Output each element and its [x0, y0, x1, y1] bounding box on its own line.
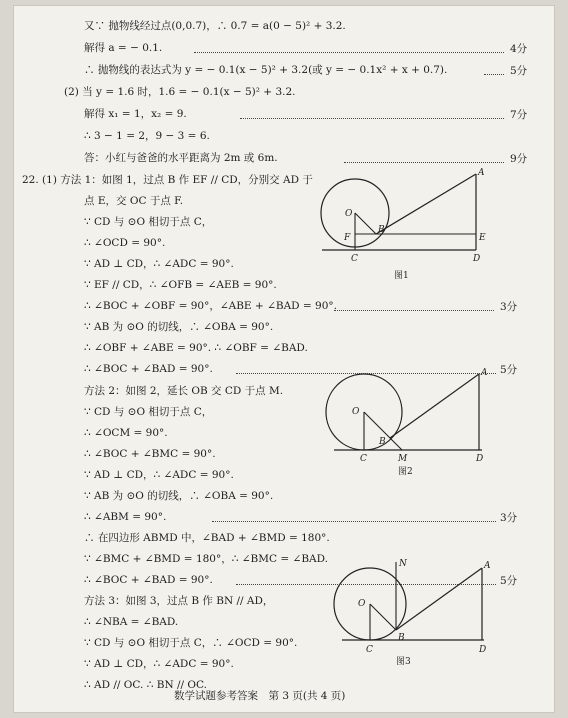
point-label: O [358, 599, 366, 609]
solution-line: ∴ ∠BOC + ∠OBF = 90°，∠ABE + ∠BAD = 90°. [84, 300, 338, 312]
solution-line: ∴ ∠OBF + ∠ABE = 90°. ∴ ∠OBF = ∠BAD. [84, 342, 308, 354]
solution-line: ∴ 在四边形 ABMD 中，∠BAD + ∠BMD = 180°. [84, 532, 330, 544]
point-label: B [379, 437, 386, 447]
score-leader [344, 162, 504, 163]
solution-line: ∴ AD // OC. ∴ BN // OC. [84, 679, 207, 691]
point-label: E [479, 233, 486, 243]
score-mark: 5分 [500, 364, 518, 376]
figure-caption: 图3 [396, 657, 411, 667]
geometry-figure-2 [314, 366, 494, 466]
solution-line: ∵ CD 与 ⊙O 相切于点 C，∴ ∠OCD = 90°. [84, 637, 298, 649]
score-mark: 9分 [510, 153, 528, 165]
solution-line: ∵ AB 为 ⊙O 的切线，∴ ∠OBA = 90°. [84, 321, 274, 333]
solution-line: ∴ ∠OCM = 90°. [84, 427, 168, 439]
solution-line: ∴ 抛物线的表达式为 y = − 0.1(x − 5)² + 3.2(或 y = − 0.1x² + x + 0.7). [84, 64, 448, 76]
solution-line: ∵ AD ⊥ CD，∴ ∠ADC = 90°. [84, 258, 234, 270]
point-label: O [345, 209, 353, 219]
solution-line: ∵ EF // CD，∴ ∠OFB = ∠AEB = 90°. [84, 279, 277, 291]
point-label: A [478, 168, 485, 178]
solution-line: ∴ ∠ABM = 90°. [84, 511, 167, 523]
score-leader [484, 74, 504, 75]
solution-line: ∴ ∠BOC + ∠BAD = 90°. [84, 363, 213, 375]
solution-line: 答：小红与爸爸的水平距离为 2m 或 6m. [84, 152, 278, 164]
geometry-figure-1 [314, 166, 494, 278]
solution-line: 点 E，交 OC 于点 F. [84, 195, 184, 207]
solution-line: ∵ CD 与 ⊙O 相切于点 C， [84, 216, 213, 228]
solution-line: ∵ ∠BMC + ∠BMD = 180°，∴ ∠BMC = ∠BAD. [84, 553, 329, 565]
solution-line: ∵ AD ⊥ CD，∴ ∠ADC = 90°. [84, 658, 234, 670]
page-footer: 数学试题参考答案 第 3 页(共 4 页) [174, 690, 346, 702]
solution-line: 22. (1) 方法 1：如图 1，过点 B 作 EF // CD，分别交 AD 于 [22, 174, 313, 186]
point-label: D [473, 254, 481, 264]
point-label: M [398, 454, 408, 464]
score-leader [334, 310, 494, 311]
point-label: F [344, 233, 351, 243]
score-mark: 7分 [510, 109, 528, 121]
solution-line: ∴ 3 − 1 = 2，9 − 3 = 6. [84, 130, 210, 142]
solution-line: 方法 3：如图 3，过点 B 作 BN // AD， [84, 595, 274, 607]
point-label: D [476, 454, 484, 464]
solution-line: 解得 a = − 0.1. [84, 42, 163, 54]
figure-caption: 图2 [398, 467, 413, 477]
solution-line: ∴ ∠BOC + ∠BAD = 90°. [84, 574, 213, 586]
solution-line: ∴ ∠NBA = ∠BAD. [84, 616, 179, 628]
score-mark: 5分 [510, 65, 528, 77]
point-label: A [481, 368, 488, 378]
geometry-figure-3 [314, 556, 494, 658]
point-label: B [378, 225, 385, 235]
answer-sheet-page [14, 6, 554, 712]
point-label: N [399, 559, 407, 569]
point-label: C [366, 645, 373, 655]
solution-line: ∵ AD ⊥ CD，∴ ∠ADC = 90°. [84, 469, 234, 481]
point-label: C [360, 454, 367, 464]
solution-line: 解得 x₁ = 1，x₂ = 9. [84, 108, 187, 120]
point-label: C [351, 254, 358, 264]
point-label: O [352, 407, 360, 417]
point-label: A [484, 561, 491, 571]
score-mark: 5分 [500, 575, 518, 587]
solution-line: ∵ CD 与 ⊙O 相切于点 C， [84, 406, 213, 418]
score-mark: 3分 [500, 301, 518, 313]
score-leader [240, 118, 504, 119]
solution-line: ∵ AB 为 ⊙O 的切线，∴ ∠OBA = 90°. [84, 490, 274, 502]
point-label: B [398, 633, 405, 643]
solution-line: (2) 当 y = 1.6 时，1.6 = − 0.1(x − 5)² + 3.2. [64, 86, 296, 98]
score-leader [212, 521, 496, 522]
score-mark: 4分 [510, 43, 528, 55]
solution-line: 方法 2：如图 2，延长 OB 交 CD 于点 M. [84, 385, 284, 397]
score-leader [194, 52, 504, 53]
point-label: D [479, 645, 487, 655]
score-mark: 3分 [500, 512, 518, 524]
solution-line: ∴ ∠OCD = 90°. [84, 237, 166, 249]
solution-line: 又∵ 抛物线经过点(0,0.7)，∴ 0.7 = a(0 − 5)² + 3.2. [84, 20, 346, 32]
solution-line: ∴ ∠BOC + ∠BMC = 90°. [84, 448, 216, 460]
figure-caption: 图1 [394, 271, 409, 281]
